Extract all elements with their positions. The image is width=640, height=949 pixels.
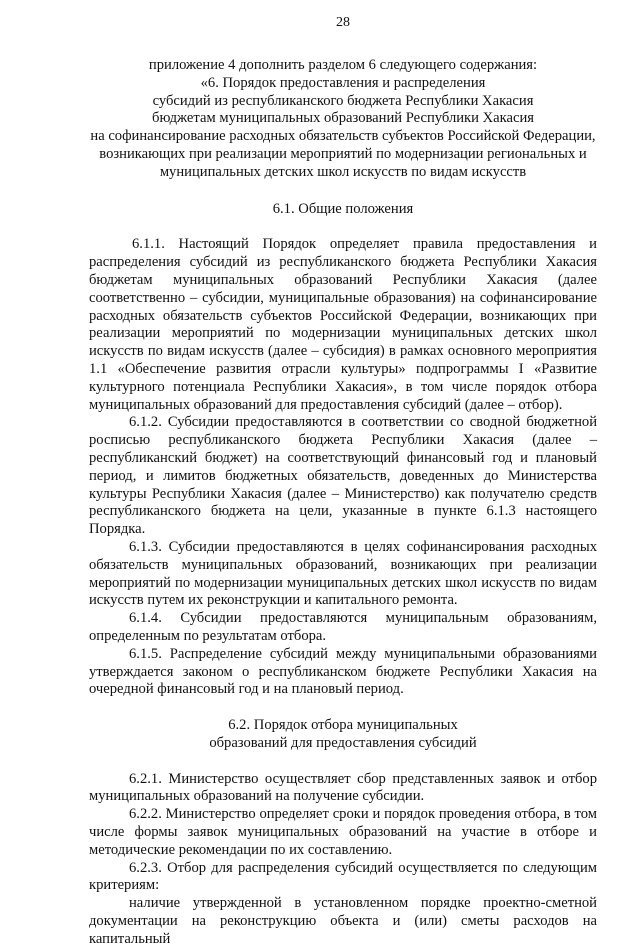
page-number: 28 — [336, 15, 350, 30]
amendment-intro — [89, 57, 597, 182]
intro-line: «6. Порядок предоставления и распределения — [200, 74, 486, 91]
section-heading-line: 6.2. Порядок отбора муниципальных — [228, 717, 458, 734]
intro-line: на софинансирование расходных обязательств субъектов Российской Федерации, — [90, 128, 596, 145]
paragraph-6-1-1: 6.1.1. Настоящий Порядок определяет правила предоставления и распределения субсидий из республиканского бюджета Республики Хакасия бюджетам муниципальных образований Республики Хакасия (далее соответственно – субсидии, муниципальные образования) на софинансирование расходных обязательств субъектов Российской Федерации, возникающих при реализации мероприятий по модернизации муниципальных детских школ искусств по видам искусств (далее – субсидия) в рамках основного мероприятия 1.1 «Обеспечение развития отрасли культуры» подпрограммы I «Развитие культурного потенциала Республики Хакасия», в том числе порядок отбора муниципальных образований для предоставления субсидий (далее – отбор). — [89, 236, 597, 413]
intro-line: муниципальных детских школ искусств по видам искусств — [159, 163, 527, 180]
document-page — [89, 14, 597, 949]
paragraph-6-1-5: 6.1.5. Распределение субсидий между муниципальными образованиями утверждается законом о республиканском бюджете Республики Хакасия на очередной финансовый год и на плановый период. — [89, 645, 597, 698]
paragraph-6-1-3: 6.1.3. Субсидии предоставляются в целях софинансирования расходных обязательств муниципальных образований, возникающих при реализации мероприятий по модернизации муниципальных детских школ искусств по видам искусств путем их реконструкции и капитального ремонта. — [89, 538, 597, 609]
intro-line: субсидий из республиканского бюджета Республики Хакасия — [152, 92, 534, 109]
paragraph-6-1-4: 6.1.4. Субсидии предоставляются муниципальным образованиям, определенным по результатам отбора. — [89, 610, 597, 644]
paragraph-6-2-1: 6.2.1. Министерство осуществляет сбор представленных заявок и отбор муниципальных образований на получение субсидии. — [89, 770, 597, 805]
paragraph-6-2-2: 6.2.2. Министерство определяет сроки и порядок проведения отбора, в том числе формы заявок муниципальных образований на участие в отборе и методические рекомендации по их составлению. — [89, 806, 597, 858]
section-heading-selection — [89, 717, 597, 753]
section-heading-text: 6.1. Общие положения — [272, 200, 414, 217]
paragraph-6-2-3: 6.2.3. Отбор для распределения субсидий осуществляется по следующим критериям: — [89, 859, 597, 894]
intro-line: приложение 4 дополнить разделом 6 следующего содержания: — [148, 57, 538, 73]
section-heading-general — [89, 201, 597, 219]
paragraph-6-1-2: 6.1.2. Субсидии предоставляются в соответствии со сводной бюджетной росписью республиканского бюджета Республики Хакасия (далее – республиканский бюджет) на соответствующий финансовый год и плановый период, и лимитов бюджетных обязательств, доведенных до Министерства культуры Республики Хакасия (далее – Министерство) как получателю средств республиканского бюджета на цели, указанные в пункте 6.1.3 настоящего Порядка. — [89, 414, 597, 538]
paragraph-criterion: наличие утвержденной в установленном порядке проектно-сметной документации на реконструкцию объекта и (или) сметы расходов на капитальный — [89, 895, 597, 947]
intro-line: бюджетам муниципальных образований Республики Хакасия — [152, 110, 534, 127]
section-heading-line: образований для предоставления субсидий — [209, 734, 477, 751]
intro-line: возникающих при реализации мероприятий по модернизации региональных и — [99, 145, 587, 162]
